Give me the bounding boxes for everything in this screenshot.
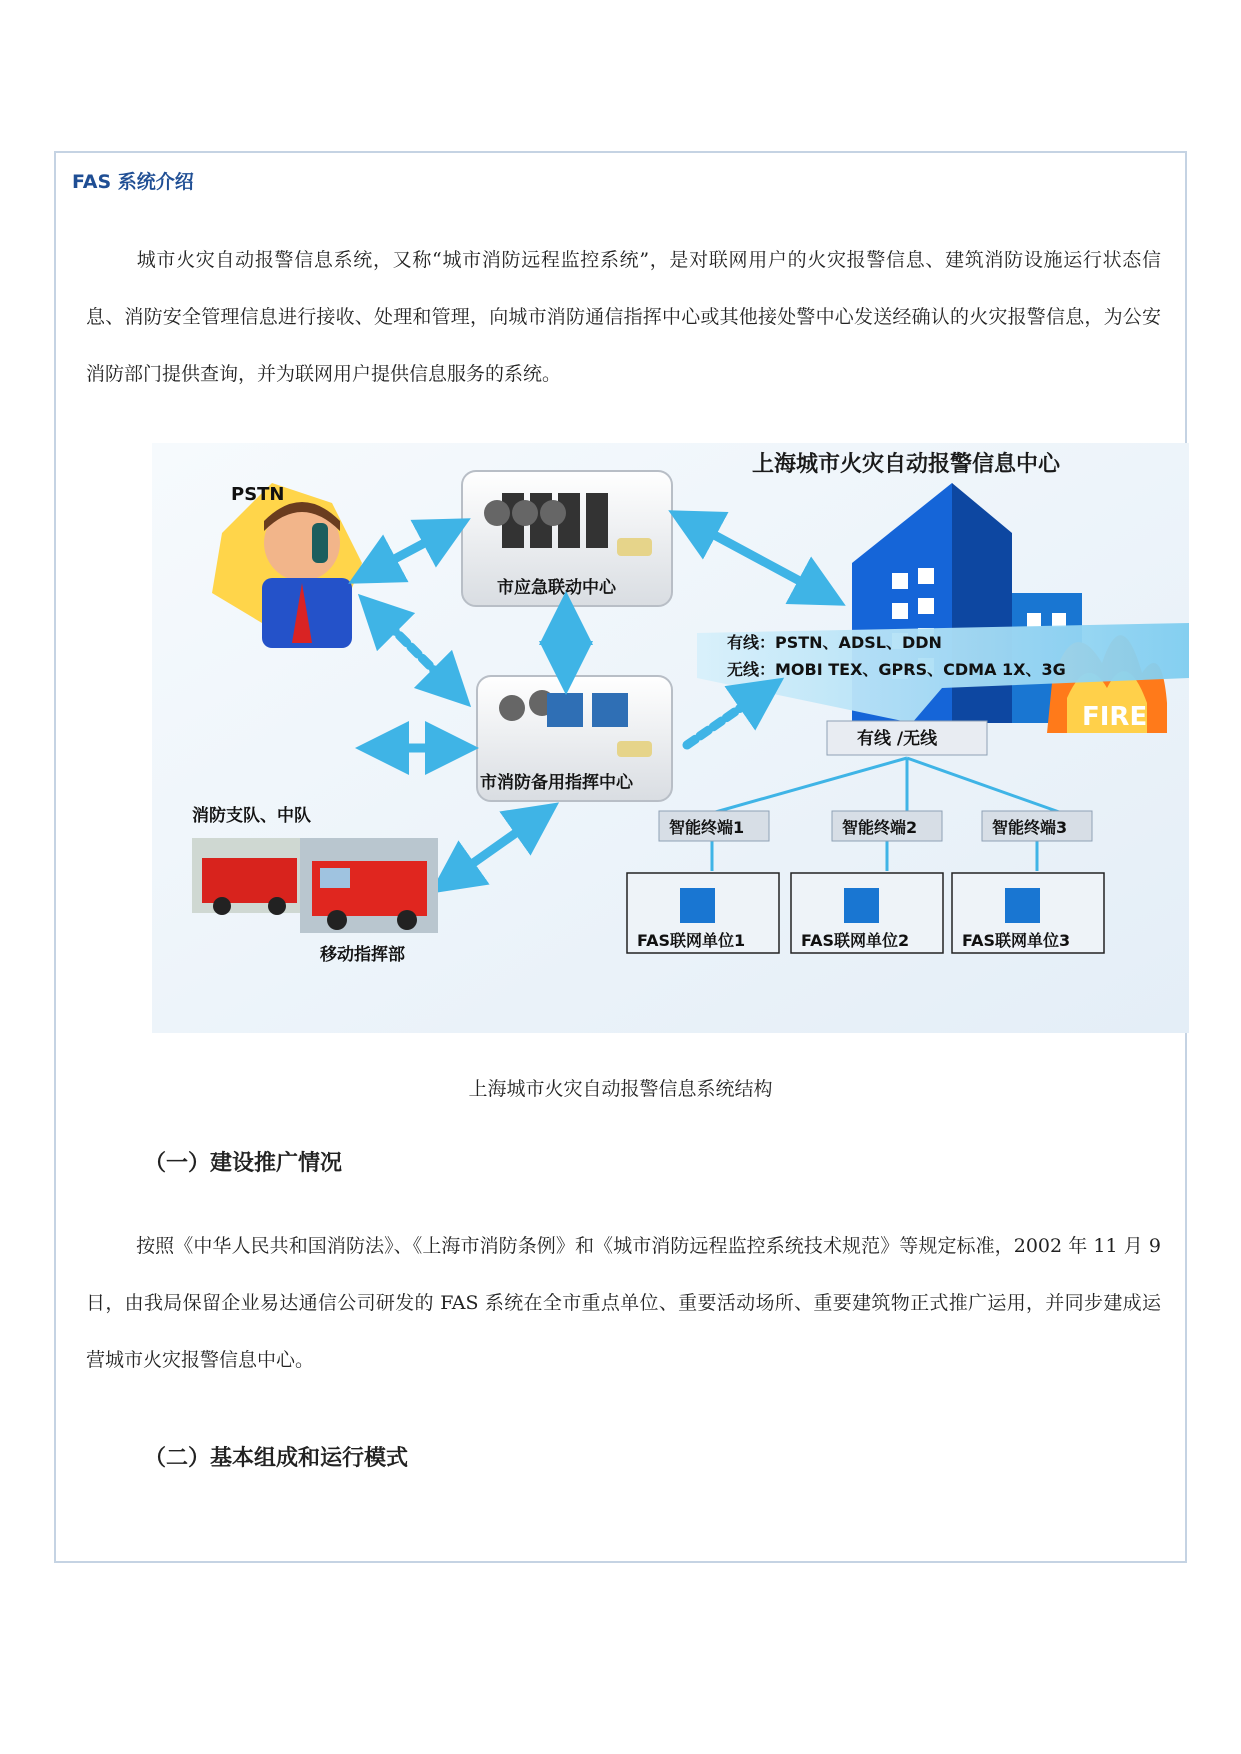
figure-caption: 上海城市火灾自动报警信息系统结构 xyxy=(468,1078,773,1100)
fire-brigade-label: 消防支队、中队 xyxy=(192,806,311,826)
wireless-line: 无线：MOBI TEX、GPRS、CDMA 1X、3G xyxy=(727,660,1066,679)
unit-2-label: FAS联网单位2 xyxy=(801,931,910,950)
smart-terminal-1 xyxy=(659,811,769,841)
smart-terminal-2 xyxy=(832,811,942,841)
intro-paragraph xyxy=(86,232,1161,403)
network-box-label: 有线 /无线 xyxy=(857,729,938,749)
unit-3-label: FAS联网单位3 xyxy=(962,931,1071,950)
mobile-command-label: 移动指挥部 xyxy=(320,945,405,965)
fas-unit-3 xyxy=(952,873,1104,953)
terminal-2-label: 智能终端2 xyxy=(842,818,918,837)
construction-paragraph xyxy=(86,1218,1161,1389)
fire-truck-photo-1 xyxy=(192,838,302,915)
terminal-3-label: 智能终端3 xyxy=(992,818,1068,837)
smart-terminal-3 xyxy=(982,811,1092,841)
fire-text: FIRE xyxy=(1082,702,1148,732)
backup-center-label: 市消防备用指挥中心 xyxy=(480,773,633,793)
center-title: 上海城市火灾自动报警信息中心 xyxy=(752,452,1061,477)
fas-unit-2 xyxy=(791,873,943,953)
intro-paragraph-text: 城市火灾自动报警信息系统，又称“城市消防远程监控系统”，是对联网用户的火灾报警信息、建筑消防设施运行状态信息、消防安全管理信息进行接收、处理和管理，向城市消防通信指挥中心或其他接处警中心发送经确认的火灾报警信息，为公安消防部门提供查询，并为联网用户提供信息服务的系统。 xyxy=(86,249,1161,385)
backup-center-box xyxy=(477,676,672,801)
fire-truck-photo-2 xyxy=(300,838,438,933)
terminal-1-label: 智能终端1 xyxy=(669,818,745,837)
construction-paragraph-text: 按照《中华人民共和国消防法》、《上海市消防条例》和《城市消防远程监控系统技术规范》等规定标准，2002 年 11 月 9 日，由我局保留企业易达通信公司研发的 FAS 系统在全市重点单位、重要活动场所、重要建筑物正式推广运用，并同步建成运营城市火灾报警信息中心。 xyxy=(86,1235,1161,1371)
heading-construction: （一）建设推广情况 xyxy=(144,1151,343,1176)
network-box xyxy=(827,721,987,755)
fas-unit-1 xyxy=(627,873,779,953)
system-structure-diagram xyxy=(152,443,1189,1033)
emergency-center-label: 市应急联动中心 xyxy=(497,578,616,598)
heading-composition: （二）基本组成和运行模式 xyxy=(144,1446,409,1471)
unit-1-label: FAS联网单位1 xyxy=(637,931,746,950)
emergency-center-box xyxy=(462,471,672,606)
section-title: FAS 系统介绍 xyxy=(72,171,194,193)
content-frame xyxy=(54,151,1187,1563)
pstn-label: PSTN xyxy=(231,484,285,505)
wired-line: 有线：PSTN、ADSL、DDN xyxy=(727,633,942,652)
